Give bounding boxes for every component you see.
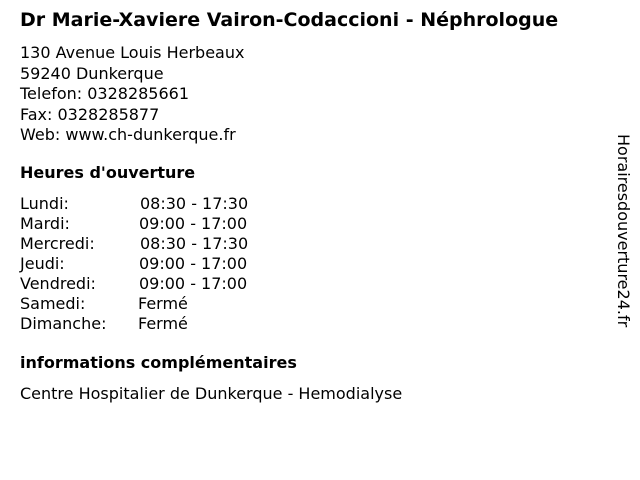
site-watermark: Horairesdouverture24.fr [614,134,633,328]
day-label: Jeudi: [20,254,65,273]
day-label: Mardi: [20,214,70,233]
opening-hours-heading: Heures d'ouverture [20,163,196,182]
hours-value: 08:30 - 17:30 [140,234,249,253]
hours-value: Fermé [138,314,188,333]
hours-value: 09:00 - 17:00 [139,274,248,293]
hours-row-friday [20,274,380,294]
fax-number: Fax: 0328285877 [20,104,160,124]
hours-row-saturday [20,294,380,314]
website: Web: www.ch-dunkerque.fr [20,125,236,144]
day-label: Lundi: [20,194,69,213]
additional-info-text: Centre Hospitalier de Dunkerque - Hemodialyse [20,384,403,403]
hours-row-wednesday [20,234,380,254]
contact-block [20,43,244,146]
day-label: Mercredi: [20,234,95,253]
additional-info-heading: informations complémentaires [20,353,297,372]
day-label: Dimanche: [20,314,107,333]
address-city: 59240 Dunkerque [20,63,164,83]
page-title: Dr Marie-Xaviere Vairon-Codaccioni - Néphrologue [20,9,559,31]
hours-row-thursday [20,254,380,274]
day-label: Vendredi: [20,274,96,293]
opening-hours-table [20,194,380,334]
phone-number: Telefon: 0328285661 [20,84,190,103]
hours-value: 09:00 - 17:00 [139,254,248,273]
hours-value: 08:30 - 17:30 [140,194,249,213]
hours-value: 09:00 - 17:00 [139,214,248,233]
hours-row-sunday [20,314,380,334]
hours-row-monday [20,194,380,214]
address-street: 130 Avenue Louis Herbeaux [20,43,245,62]
hours-value: Fermé [138,294,188,313]
hours-row-tuesday [20,214,380,234]
day-label: Samedi: [20,294,86,313]
